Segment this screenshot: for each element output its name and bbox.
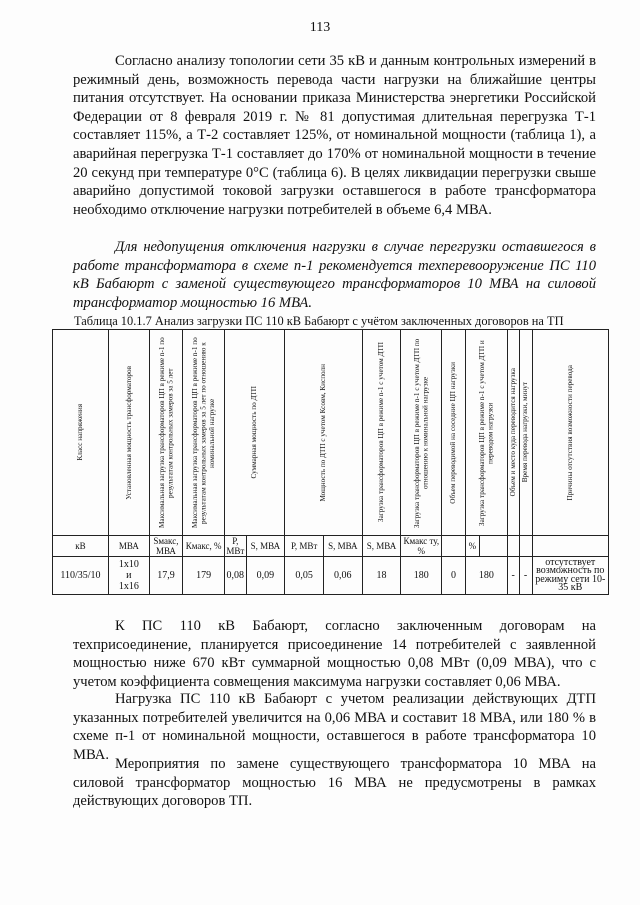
cell-k-transfer: 180 [465,557,507,595]
header-max-load: Максимальная загрузка трансформаторов ЦП в режиме n-1 по результатам контрольных замеров за 5 лет [157,337,174,528]
unit-cell: Кмакс, % [183,536,225,557]
unit-cell: S, МВА [246,536,285,557]
load-analysis-table [52,329,609,595]
cell-reason: отсутствует возможность по режиму сети 10-35 кВ [532,557,608,595]
paragraph-connections: К ПС 110 кВ Бабаюрт, согласно заключенным договорам на техприсоединение, планируется присоединение 14 потребителей с заявленной мощностью ниже 670 кВт суммарной мощностью 0,08 МВт (0,09 МВА), что с учетом коэффициента совмещения максимума нагрузки составляет 0,06 МВА. [73,618,596,690]
header-load-with-dtp: Загрузка трансформаторов ЦП в режиме n-1 с учетом ДТП [377,342,386,523]
header-installed-power: Установленная мощность трансформаторов [124,365,133,500]
cell-k-load: 180 [401,557,442,595]
unit-cell: Sмакс, МВА [149,536,182,557]
paragraph-recommendation: Для недопущения отключения нагрузки в случае перегрузки оставшегося в работе трансформатора в схеме п-1 рекомендуется техперевооружение ПС 110 кВ Бабаюрт с заменой существующего трансформаторов 10 МВА на силовой трансформатор мощностью 16 МВА. [73,239,596,311]
unit-cell: кВ [53,536,109,557]
cell-installed: 1х10 и 1х16 [108,557,149,595]
table-row [53,557,609,595]
unit-cell: Кмакс ту, % [401,536,442,557]
table-caption: Таблица 10.1.7 Анализ загрузки ПС 110 кВ Бабаюрт с учётом заключенных договоров на ТП [74,314,564,328]
header-total-dtp-power: Суммарная мощность по ДТП [250,386,259,479]
table-header-row [53,330,609,536]
paragraph-load-increase: Нагрузка ПС 110 кВ Бабаюрт с учетом реализации действующих ДТП указанных потребителей увеличится на 0,06 МВА и составит 18 МВА, или 180 % в схеме п-1 от номинальной мощности, оставшегося в работе трансформатора 10 МВА. [73,691,596,763]
unit-cell: Р, МВт [285,536,324,557]
table-units-row [53,536,609,557]
cell-transfer: 0 [442,557,466,595]
unit-cell: S, МВА [323,536,362,557]
header-load-with-dtp-ratio: Загрузка трансформаторов ЦП в режиме n-1 с учетом ДТП по отношению к номинальной нагрузке [412,337,430,528]
cell-smax: 17,9 [149,557,182,595]
unit-cell: МВА [108,536,149,557]
cell-time: - [519,557,532,595]
cell-p-dtp: 0,08 [225,557,247,595]
paragraph-topology: Согласно анализу топологии сети 35 кВ и данным контрольных измерений в режимный день, возможность перевода части нагрузки на ближайшие центры питания отсутствует. На основании приказа Министерства энергетики Российской Федерации от 8 февраля 2019 г. № 81 допустимая длительная перегрузка Т-1 составляет 115%, а Т-2 составляет 125%, от номинальной мощности (таблица 1), а аварийная перегрузка Т-1 составляет до 170% от номинальной мощности в течение 20 секунд при температуре 0°С (таблица 6). В целях ликвидации перегрузки свыше аварийно допустимой токовой загрузки оставшегося в работе трансформатора необходимо отключение нагрузки потребителей в объеме 6,4 МВА. [73,53,596,218]
header-max-load-ratio: Максимальная загрузка трансформаторов ЦП в режиме n-1 по результатам контрольных замеров за 5 лет по отношению к номинальной нагрузке [190,337,216,528]
unit-cell: S, МВА [362,536,401,557]
unit-cell: Р, МВт [226,536,245,556]
cell-kmax: 179 [183,557,225,595]
paragraph-measures: Мероприятия по замене существующего трансформатора 10 МВА на силовой трансформатор мощностью 16 МВА не предусмотрены в рамках действующих договоров ТП. [73,756,596,810]
cell-s-load: 18 [362,557,401,595]
unit-cell [507,536,519,557]
header-voltage-class: Класс напряжения [76,404,85,461]
cell-voltage: 110/35/10 [53,557,109,595]
unit-cell [532,536,608,557]
header-transfer-volume: Объем переводимой на соседние ЦП нагрузки [449,361,458,504]
header-transfer-time: Время перевода нагрузки, минут [521,382,530,483]
unit-cell: % [465,536,479,557]
unit-cell [442,536,466,557]
unit-cell [519,536,532,557]
header-transfer-reasons: Причины отсутствия возможности перевода [566,364,575,501]
header-load-with-transfer: Загрузка трансформаторов ЦП в режиме n-1 с учетом ДТП и переводом нагрузки [477,339,495,526]
header-dtp-power-coef: Мощность по ДТП с учетом Ксовм, Кисполн [319,363,328,502]
cell-p-coef: 0,05 [285,557,324,595]
header-transfer-place: Объем и место куда переводится нагрузка [509,368,517,497]
cell-place: - [507,557,519,595]
cell-s-dtp: 0,09 [246,557,285,595]
cell-s-coef: 0,06 [323,557,362,595]
unit-cell [479,536,507,557]
page-number: 113 [309,20,331,35]
